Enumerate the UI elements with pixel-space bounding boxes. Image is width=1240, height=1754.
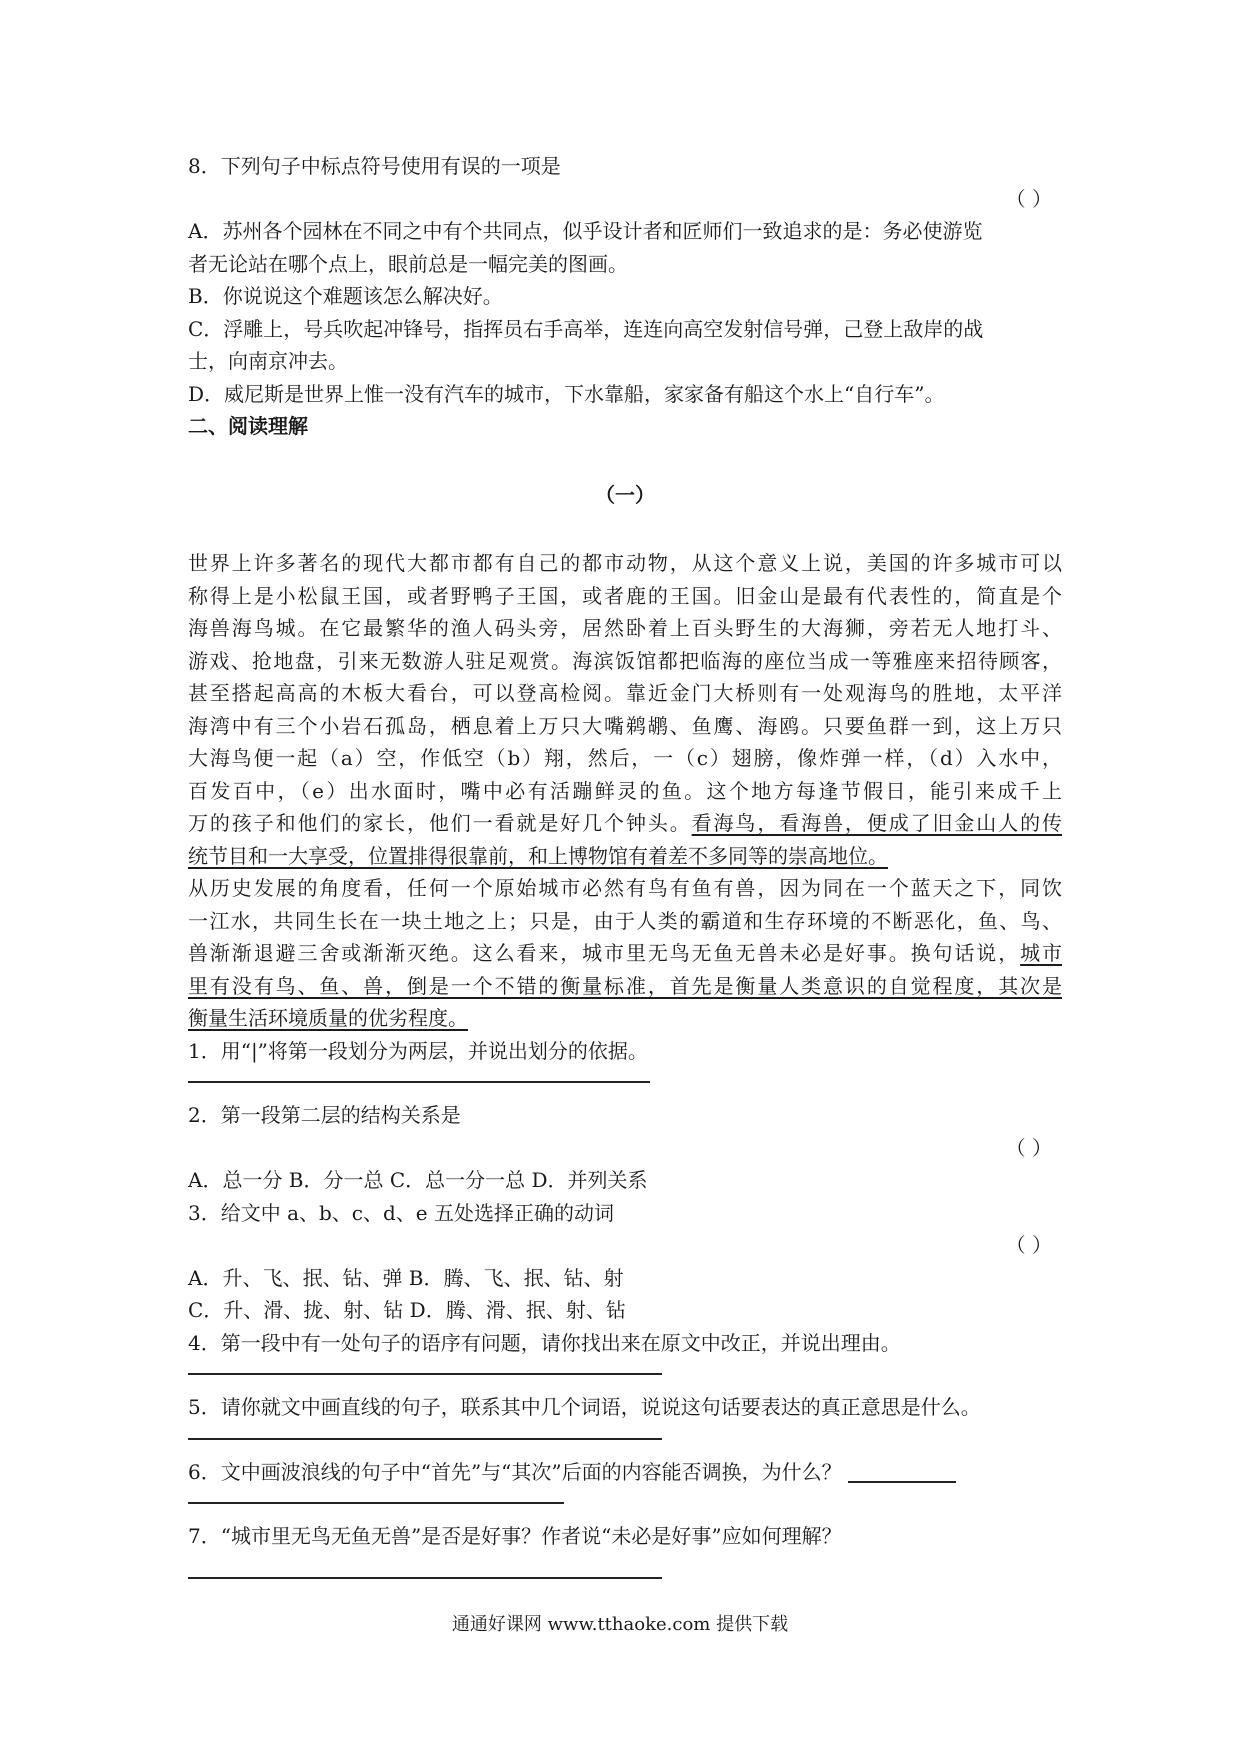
passage-paragraph-2	[188, 872, 1062, 1035]
question-5: 5．请你就文中画直线的句子，联系其中几个词语，说说这句话要表达的真正意思是什么。	[188, 1395, 981, 1419]
q8-option-c-line2: 士，向南京冲去。	[188, 349, 348, 373]
q8-option-b: B．你说说这个难题该怎么解决好。	[188, 284, 503, 308]
underlined-sentence: 统节目和一大享受，位置排得很靠前，和上博物馆有着差不多同等的崇高地位。	[188, 843, 888, 868]
q8-stem: 8．下列句子中标点符号使用有误的一项是	[188, 154, 561, 178]
passage-line: 一江水，共同生长在一块土地之上；只是，由于人类的霸道和生存环境的不断恶化，鱼、鸟、	[188, 908, 1062, 933]
passage-line: 世界上许多著名的现代大都市都有自己的都市动物，从这个意义上说，美国的许多城市可以	[188, 551, 1062, 575]
question-2-options: A．总一分 B．分一总 C．总一分一总 D．并列关系	[188, 1168, 648, 1192]
question-2: 2．第一段第二层的结构关系是	[188, 1103, 461, 1127]
passage-line	[188, 840, 1062, 873]
passage-line: 称得上是小松鼠王国，或者野鸭子王国，或者鹿的王国。旧金山是最有代表性的，简直是个	[188, 583, 1062, 608]
passage-line: 百发百中，（e）出水面时，嘴中必有活蹦鲜灵的鱼。这个地方每逢节假日，能引来成千上	[188, 778, 1062, 803]
q8-option-a-line2: 者无论站在哪个点上，眼前总是一幅完美的图画。	[188, 251, 628, 276]
answer-line-7[interactable]	[188, 1577, 662, 1579]
passage-line	[188, 1002, 1062, 1035]
q8-option-c-line1: C．浮雕上，号兵吹起冲锋号，指挥员右手高举，连连向高空发射信号弹，己登上敌岸的战	[188, 316, 984, 341]
question-1: 1．用“|”将第一段划分为两层，并说出划分的依据。	[188, 1038, 648, 1063]
passage-line	[188, 807, 1062, 840]
passage-number: （一）	[595, 482, 655, 507]
passage-paragraph-1	[188, 547, 1062, 872]
question-4: 4．第一段中有一处句子的语序有问题，请你找出来在原文中改正，并说出理由。	[188, 1330, 901, 1355]
passage-line: 从历史发展的角度看，任何一个原始城市必然有鸟有鱼有兽，因为同在一个蓝天之下，同饮	[188, 876, 1062, 900]
passage-line: 海湾中有三个小岩石孤岛，栖息着上万只大嘴鹈鹕、鱼鹰、海鸥。只要鱼群一到，这上万只	[188, 713, 1062, 738]
question-3: 3．给文中 a、b、c、d、e 五处选择正确的动词	[188, 1200, 615, 1225]
question-3-paren: （ ）	[1005, 1233, 1052, 1257]
passage-line: 大海鸟便一起（a）空，作低空（b）翔，然后，一（c）翅膀，像炸弹一样，（d）入水中，	[188, 746, 1062, 770]
answer-line-4[interactable]	[188, 1373, 662, 1375]
section-heading: 二、阅读理解	[188, 414, 308, 438]
page-content	[188, 150, 1062, 1595]
answer-line-6[interactable]	[188, 1502, 564, 1504]
q8-option-d: D．威尼斯是世界上惟一没有汽车的城市，下水靠船，家家备有船这个水上“自行车”。	[188, 381, 945, 406]
question-6-text: 6．文中画波浪线的句子中“首先”与“其次”后面的内容能否调换，为什么？	[188, 1459, 842, 1484]
question-2-paren: （ ）	[1005, 1135, 1052, 1160]
question-3-options-2: C．升、滑、拢、射、钻 D．腾、滑、抿、射、钻	[188, 1298, 626, 1322]
question-6	[188, 1456, 1062, 1489]
passage-line: 海兽海鸟城。在它最繁华的渔人码头旁，居然卧着上百头野生的大海狮，旁若无人地打斗、	[188, 616, 1062, 640]
answer-line-6-inline[interactable]	[848, 1481, 956, 1483]
answer-line-1[interactable]	[188, 1081, 650, 1083]
question-3-options-1: A．升、飞、抿、钻、弹 B．腾、飞、抿、钻、射	[188, 1265, 624, 1290]
underlined-sentence: 看海鸟，看海兽，便成了旧金山人的传	[691, 811, 1062, 835]
q8-answer-paren: （ ）	[1005, 186, 1052, 211]
passage-line	[188, 970, 1062, 1003]
passage-line	[188, 937, 1062, 970]
passage-line: 游戏、抢地盘，引来无数游人驻足观赏。海滨饭馆都把临海的座位当成一等雅座来招待顾客，	[188, 648, 1062, 673]
passage-text: 兽渐渐退避三舍或渐渐灭绝。这么看来，城市里无鸟无鱼无兽未必是好事。换句话说，	[188, 941, 1021, 965]
passage-line: 甚至搭起高高的木板大看台，可以登高检阅。靠近金门大桥则有一处观海鸟的胜地，太平洋	[188, 681, 1062, 705]
answer-line-5[interactable]	[188, 1438, 662, 1440]
footer-text: 通通好课网 www.tthaoke.com 提供下载	[451, 1614, 789, 1635]
q8-option-a-line1: A．苏州各个园林在不同之中有个共同点，似乎设计者和匠师们一致追求的是：务必使游览	[188, 219, 983, 243]
passage-text: 万的孩子和他们的家长，他们一看就是好几个钟头。	[188, 811, 692, 835]
wavy-underlined-sentence: 里有没有鸟、鱼、兽，倒是一个不错的衡量标准，首先是衡量人类意识的自觉程度，其次是	[188, 973, 1062, 998]
question-7: 7．“城市里无鸟无鱼无兽”是否是好事？作者说“未必是好事”应如何理解？	[188, 1524, 842, 1548]
wavy-underlined-sentence: 衡量生活环境质量的优劣程度。	[188, 1006, 468, 1030]
wavy-underlined-sentence: 城市	[1020, 941, 1063, 965]
